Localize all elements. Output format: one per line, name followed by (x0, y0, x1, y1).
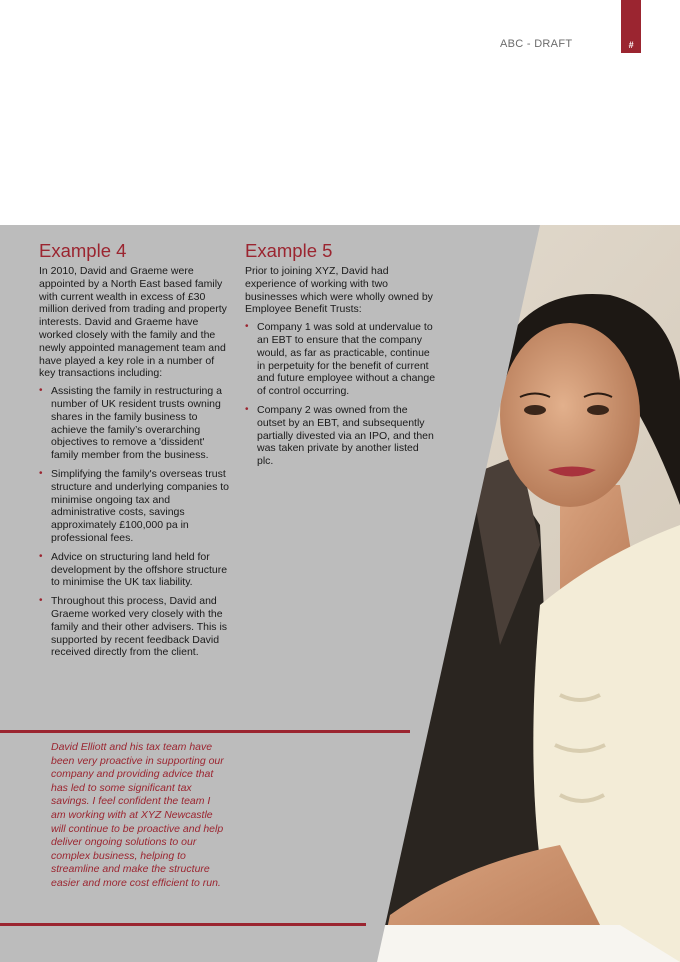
example-4-bullet-list (39, 385, 231, 659)
list-item: • Simplifying the family's overseas trust structure and underlying companies to minimise ongoing tax and administrative costs, savings approximately £100,000 pa in professional fees. (39, 467, 230, 544)
list-item: • Throughout this process, David and Graeme worked very closely with the family and their other advisers. This is supported by recent feedback David received directly from the client. (39, 595, 228, 659)
bullet-icon: • (39, 467, 43, 479)
list-item: • Company 2 was owned from the outset by an EBT, and subsequently partially divested via an IPO, and then was taken private by another listed plc. (245, 403, 434, 468)
example-4-title: Example 4 (39, 240, 127, 261)
draft-label: ABC - DRAFT (500, 38, 573, 50)
list-item: • Assisting the family in restructuring a number of UK resident trusts owning shares in the family business to achieve the family’s overarching objectives to remove a 'dissident' family member from the business. (39, 385, 222, 462)
example-5-intro: Prior to joining XYZ, David had experience of working with two businesses which were wholly owned by Employee Benefit Trusts: (245, 265, 433, 316)
quote-bottom-divider (0, 923, 366, 926)
bullet-icon: • (245, 321, 249, 333)
bullet-icon: • (39, 595, 43, 607)
example-4-column (39, 240, 231, 665)
list-item: • Advice on structuring land held for development by the offshore structure to minimise the UK tax liability. (39, 550, 228, 589)
example-4-intro: In 2010, David and Graeme were appointed by a North East based family with current wealth in excess of £30 million derived from trading and property interests. David and Graeme have worked closely with the family and the newly appointed management team and have played a key role in a number of key transactions including: (39, 265, 227, 380)
list-item: • Company 1 was sold at undervalue to an EBT to ensure that the company would, as far as practicable, continue in perpetuity for the benefit of current and future employee without a change of control occurring. (245, 321, 436, 398)
bullet-icon: • (245, 403, 249, 415)
example-5-bullet-list (245, 321, 437, 468)
quote-top-divider (0, 730, 410, 733)
page-number: # (628, 40, 634, 50)
page-number-tab (621, 0, 641, 53)
client-quote: David Elliott and his tax team have been very proactive in supporting our company and providing advice that has led to some significant tax savings. I feel confident the team I am working with at XYZ Newcastle will continue to be proactive and help deliver ongoing solutions to our complex business, helping to streamline and make the structure easier and more cost efficient to run. (51, 741, 224, 889)
example-5-title: Example 5 (245, 240, 333, 261)
bullet-icon: • (39, 385, 43, 397)
example-5-column (245, 240, 437, 474)
bullet-icon: • (39, 550, 43, 562)
